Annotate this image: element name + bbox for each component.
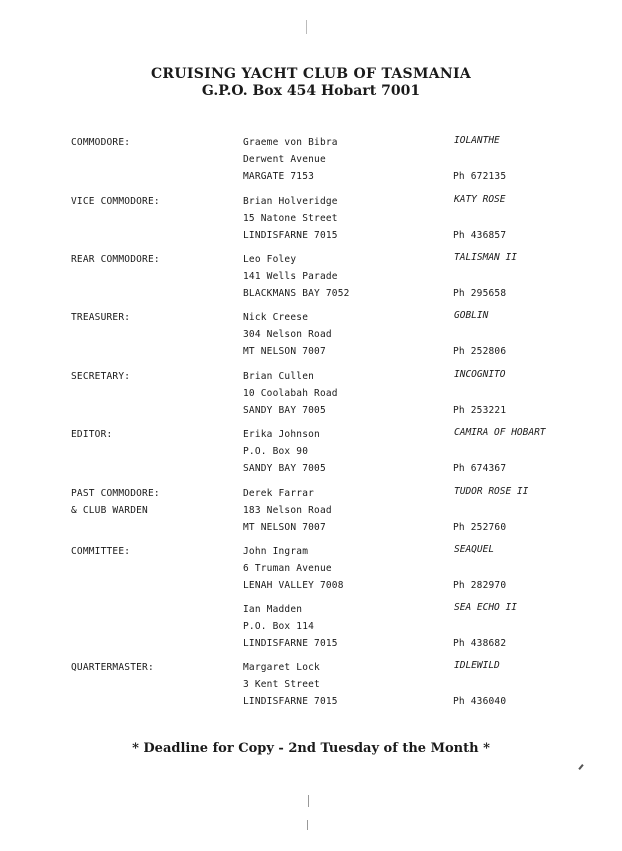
yacht-name: GOBLIN <box>454 310 489 321</box>
role-label: REAR COMMODORE: <box>71 254 160 265</box>
scan-mark <box>578 764 583 770</box>
role-label: TREASURER: <box>71 312 131 323</box>
yacht-name: SEA ECHO II <box>454 602 517 613</box>
club-name: CRUISING YACHT CLUB OF TASMANIA <box>150 66 472 82</box>
officer-street: 6 Truman Avenue <box>243 563 332 574</box>
officer-role <box>71 659 154 676</box>
officer-town: SANDY BAY 7005 <box>243 463 326 474</box>
officer-contact <box>243 193 338 244</box>
officer-contact <box>243 601 338 652</box>
officer-street: P.O. Box 114 <box>243 621 315 632</box>
officer-town: MARGATE 7153 <box>243 171 315 182</box>
officer-town: BLACKMANS BAY 7052 <box>243 288 350 299</box>
scan-mark <box>306 20 307 34</box>
role-label: COMMODORE: <box>71 137 131 148</box>
phone-number: Ph 438682 <box>453 638 507 649</box>
officer-name: Ian Madden <box>243 604 303 615</box>
officer-town: LENAH VALLEY 7008 <box>243 580 344 591</box>
phone-number: Ph 436040 <box>453 696 507 707</box>
officer-role <box>71 426 112 443</box>
officer-street: 10 Coolabah Road <box>243 388 338 399</box>
deadline-notice: * Deadline for Copy - 2nd Tuesday of the Month * <box>132 741 490 756</box>
phone-number: Ph 295658 <box>453 288 507 299</box>
officer-street: 304 Nelson Road <box>243 329 332 340</box>
officer-town: LINDISFARNE 7015 <box>243 696 338 707</box>
yacht-name: IDLEWILD <box>454 660 500 671</box>
officer-name: Erika Johnson <box>243 429 320 440</box>
officer-name: Derek Farrar <box>243 488 315 499</box>
officer-name: Leo Foley <box>243 254 297 265</box>
phone-number: Ph 674367 <box>453 463 507 474</box>
officer-role <box>71 134 130 151</box>
role-label: COMMITTEE: <box>71 546 131 557</box>
officer-name: Brian Cullen <box>243 371 315 382</box>
officer-street: 15 Natone Street <box>243 213 338 224</box>
club-address: G.P.O. Box 454 Hobart 7001 <box>201 83 421 99</box>
officer-role <box>71 193 160 210</box>
officer-role <box>71 485 160 519</box>
phone-number: Ph 672135 <box>453 171 507 182</box>
officer-town: MT NELSON 7007 <box>243 346 326 357</box>
phone-number: Ph 252760 <box>453 522 507 533</box>
yacht-name: INCOGNITO <box>454 369 506 380</box>
officer-street: P.O. Box 90 <box>243 446 309 457</box>
yacht-name: TUDOR ROSE II <box>454 486 529 497</box>
officer-contact <box>243 543 344 594</box>
phone-number: Ph 253221 <box>453 405 507 416</box>
officer-street: 3 Kent Street <box>243 679 320 690</box>
officer-name: Nick Creese <box>243 312 309 323</box>
officer-town: LINDISFARNE 7015 <box>243 230 338 241</box>
role-label: PAST COMMODORE: <box>71 488 160 499</box>
role-label: EDITOR: <box>71 429 113 440</box>
yacht-name: KATY ROSE <box>454 194 506 205</box>
officer-contact <box>243 426 326 477</box>
scan-mark <box>308 795 309 807</box>
scan-mark <box>307 820 308 830</box>
officer-name: Brian Holveridge <box>243 196 338 207</box>
officer-name: Margaret Lock <box>243 662 320 673</box>
phone-number: Ph 436857 <box>453 230 507 241</box>
officer-town: SANDY BAY 7005 <box>243 405 326 416</box>
officer-contact <box>243 368 338 419</box>
officer-contact <box>243 659 338 710</box>
officer-town: LINDISFARNE 7015 <box>243 638 338 649</box>
role-label: SECRETARY: <box>71 371 131 382</box>
officer-contact <box>243 134 338 185</box>
officer-role <box>71 309 130 326</box>
officer-role <box>71 368 130 385</box>
officer-town: MT NELSON 7007 <box>243 522 326 533</box>
officer-role <box>71 543 130 560</box>
officer-role <box>71 251 160 268</box>
yacht-name: SEAQUEL <box>454 544 495 555</box>
officer-contact <box>243 485 332 536</box>
yacht-name: CAMIRA OF HOBART <box>454 427 546 438</box>
role-label: VICE COMMODORE: <box>71 196 160 207</box>
yacht-name: TALISMAN II <box>454 252 517 263</box>
role-label-line2: & CLUB WARDEN <box>71 505 148 516</box>
phone-number: Ph 252806 <box>453 346 507 357</box>
officer-street: 183 Nelson Road <box>243 505 332 516</box>
yacht-name: IOLANTHE <box>454 135 500 146</box>
phone-number: Ph 282970 <box>453 580 507 591</box>
role-label: QUARTERMASTER: <box>71 662 154 673</box>
officer-street: Derwent Avenue <box>243 154 326 165</box>
officer-contact <box>243 309 332 360</box>
officer-name: John Ingram <box>243 546 309 557</box>
officer-street: 141 Wells Parade <box>243 271 338 282</box>
officer-contact <box>243 251 350 302</box>
officer-name: Graeme von Bibra <box>243 137 338 148</box>
